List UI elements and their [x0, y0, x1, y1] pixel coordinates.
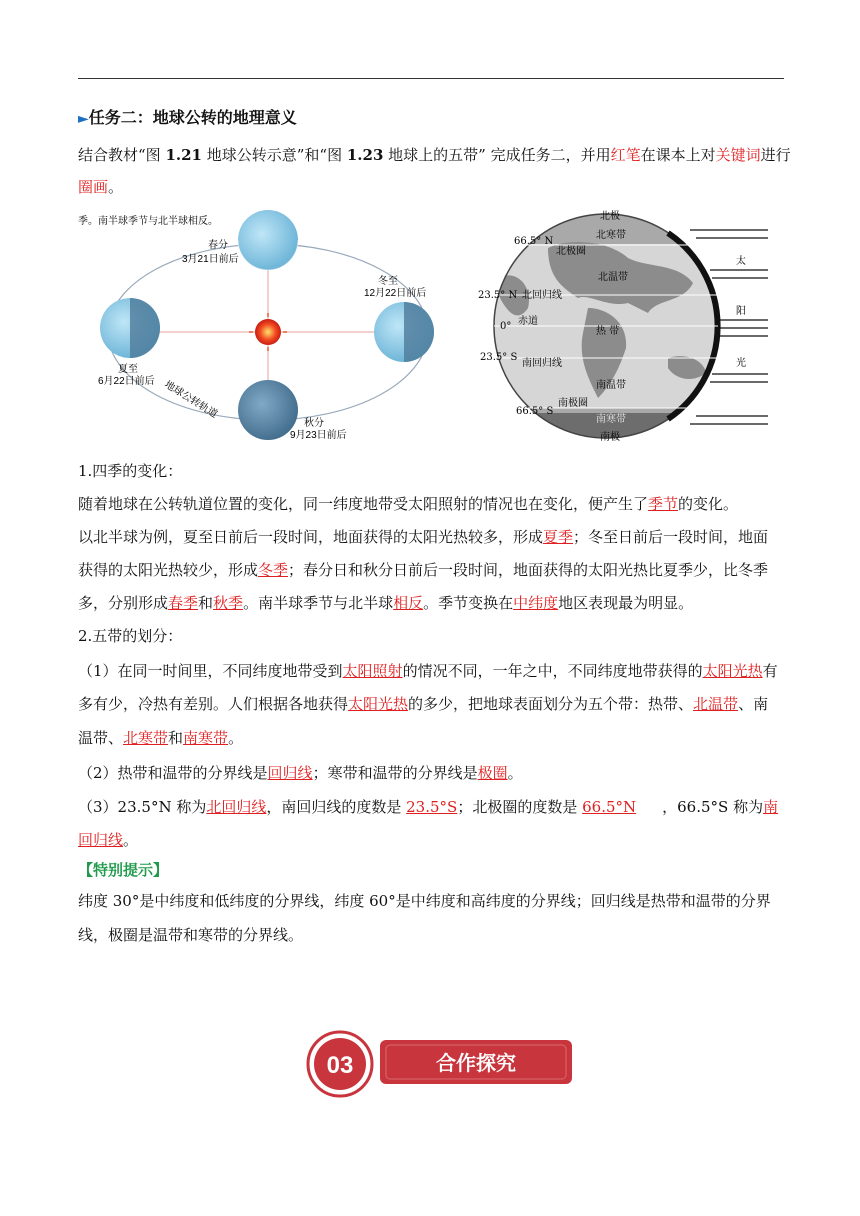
sunlight-label-1: 太 [736, 256, 746, 267]
s2-line-5: （3）23.5°N 称为北回归线，南回归线的度数是 23.5°S；北极圈的度数是 66.5°N ，66.5°S 称为南 [78, 798, 779, 816]
autumn-label: 秋分 [304, 418, 324, 429]
answer-spring: 春季 [168, 594, 199, 612]
answer-665n: 66.5°N [582, 798, 637, 816]
equator-label: 赤道 [518, 316, 538, 327]
lat-0: 0° [500, 321, 512, 332]
answer-opposite: 相反 [393, 594, 424, 612]
tropic-capricorn-label: 南回归线 [522, 358, 562, 369]
torrid-label: 热 带 [596, 326, 620, 337]
north-frigid-label: 北寒带 [596, 230, 626, 241]
s2-heading: 2.五带的划分： [78, 627, 183, 645]
lat-235n: 23.5° N [478, 290, 518, 301]
winter-date: 12月22日前后 [364, 288, 427, 299]
lat-665n: 66.5° N [514, 236, 554, 247]
sunlight-label-3: 光 [736, 358, 746, 369]
answer-south-frigid: 南寒带 [183, 729, 229, 747]
s1-line-3: 获得的太阳光热较少，形成冬季；春分日和秋分日前后一段时间，地面获得的太阳光热比夏季少，比冬季 [78, 561, 769, 579]
s2-line-6: 回归线。 [78, 831, 139, 849]
answer-autumn: 秋季 [213, 594, 244, 612]
south-frigid-label: 南寒带 [596, 414, 626, 425]
intro-line-2: 圈画。 [78, 178, 124, 196]
answer-north-temperate: 北温带 [693, 695, 739, 713]
intro-line-1: 结合教材“图 1.21 地球公转示意”和“图 1.23 地球上的五带” 完成任务二，并用红笔在课本上对关键词进行 [78, 146, 791, 164]
summer-date: 6月22日前后 [98, 376, 155, 387]
autumn-date: 9月23日前后 [290, 430, 347, 441]
tip-line-1: 纬度 30°是中纬度和低纬度的分界线，纬度 60°是中纬度和高纬度的分界线；回归线是热带和温带的分界 [78, 892, 771, 910]
tip-line-2: 线，极圈是温带和寒带的分界线。 [78, 926, 304, 944]
lat-665s: 66.5° S [516, 406, 554, 417]
answer-235s: 23.5°S [406, 798, 458, 816]
sun-icon [255, 319, 281, 345]
answer-seasons: 季节 [648, 495, 679, 513]
keywords-text: 关键词 [715, 146, 761, 164]
answer-south-part: 南 [763, 798, 779, 816]
north-pole-label: 北极 [600, 211, 620, 222]
north-temperate-label: 北温带 [598, 272, 628, 283]
earth-autumn [238, 380, 298, 440]
s1-line-1: 随着地球在公转轨道位置的变化，同一纬度地带受太阳照射的情况也在变化，便产生了季节的变化。 [78, 495, 739, 513]
s2-line-2: 多有少，冷热有差别。人们根据各地获得太阳光热的多少，把地球表面划分为五个带：热带、北温带、南 [78, 695, 769, 713]
arctic-circle-label: 北极圈 [556, 246, 586, 257]
s1-line-4: 多，分别形成春季和秋季。南半球季节与北半球相反。季节变换在中纬度地区表现最为明显。 [78, 594, 694, 612]
tip-label: 【特别提示】 [78, 861, 169, 879]
tropic-cancer-label: 北回归线 [522, 290, 562, 301]
section-badge [302, 1030, 582, 1100]
badge-title: 合作探究 [436, 1051, 516, 1075]
red-pen-text: 红笔 [610, 146, 641, 164]
badge-number: 03 [326, 1052, 354, 1079]
orbit-label: 地球公转轨道 [162, 379, 220, 421]
answer-tropic-line: 回归线 [267, 764, 313, 782]
circle-text: 圈画 [78, 178, 109, 196]
triangle-icon: ► [78, 111, 89, 127]
s2-line-1: （1）在同一时间里，不同纬度地带受到太阳照射的情况不同，一年之中，不同纬度地带获得的太阳光热有 [78, 662, 778, 680]
answer-mid-latitude: 中纬度 [513, 594, 559, 612]
s2-line-3: 温带、北寒带和南寒带。 [78, 729, 244, 747]
answer-north-frigid: 北寒带 [123, 729, 169, 747]
spring-label: 春分 [208, 240, 228, 251]
south-pole-label: 南极 [600, 432, 620, 443]
answer-polar-circle: 极圈 [477, 764, 508, 782]
fig-left-caption: 季。南半球季节与北半球相反。 [78, 216, 218, 227]
south-temperate-label: 南温带 [596, 380, 626, 391]
answer-sun-heat-1: 太阳光热 [702, 662, 763, 680]
task-heading [78, 108, 786, 129]
spring-date: 3月21日前后 [182, 254, 239, 265]
answer-tropic-rest: 回归线 [78, 831, 124, 849]
task-title: 任务二：地球公转的地理意义 [88, 108, 297, 127]
header-rule [78, 78, 784, 79]
antarctic-circle-label: 南极圈 [558, 398, 588, 409]
s1-heading: 1.四季的变化： [78, 462, 183, 480]
lat-235s: 23.5° S [480, 352, 518, 363]
answer-winter: 冬季 [258, 561, 289, 579]
summer-label: 夏至 [118, 364, 138, 375]
s1-line-2: 以北半球为例，夏至日前后一段时间，地面获得的太阳光热较多，形成夏季；冬至日前后一段时间，地面 [78, 528, 769, 546]
revolution-diagram [78, 210, 450, 446]
answer-summer: 夏季 [543, 528, 574, 546]
winter-label: 冬至 [378, 276, 398, 287]
answer-sun-illumination: 太阳照射 [342, 662, 403, 680]
s2-line-4: （2）热带和温带的分界线是回归线；寒带和温带的分界线是极圈。 [78, 764, 523, 782]
answer-tropic-cancer: 北回归线 [206, 798, 267, 816]
five-zones-diagram [478, 208, 768, 446]
sunlight-label-2: 阳 [736, 306, 746, 317]
answer-sun-heat-2: 太阳光热 [348, 695, 409, 713]
